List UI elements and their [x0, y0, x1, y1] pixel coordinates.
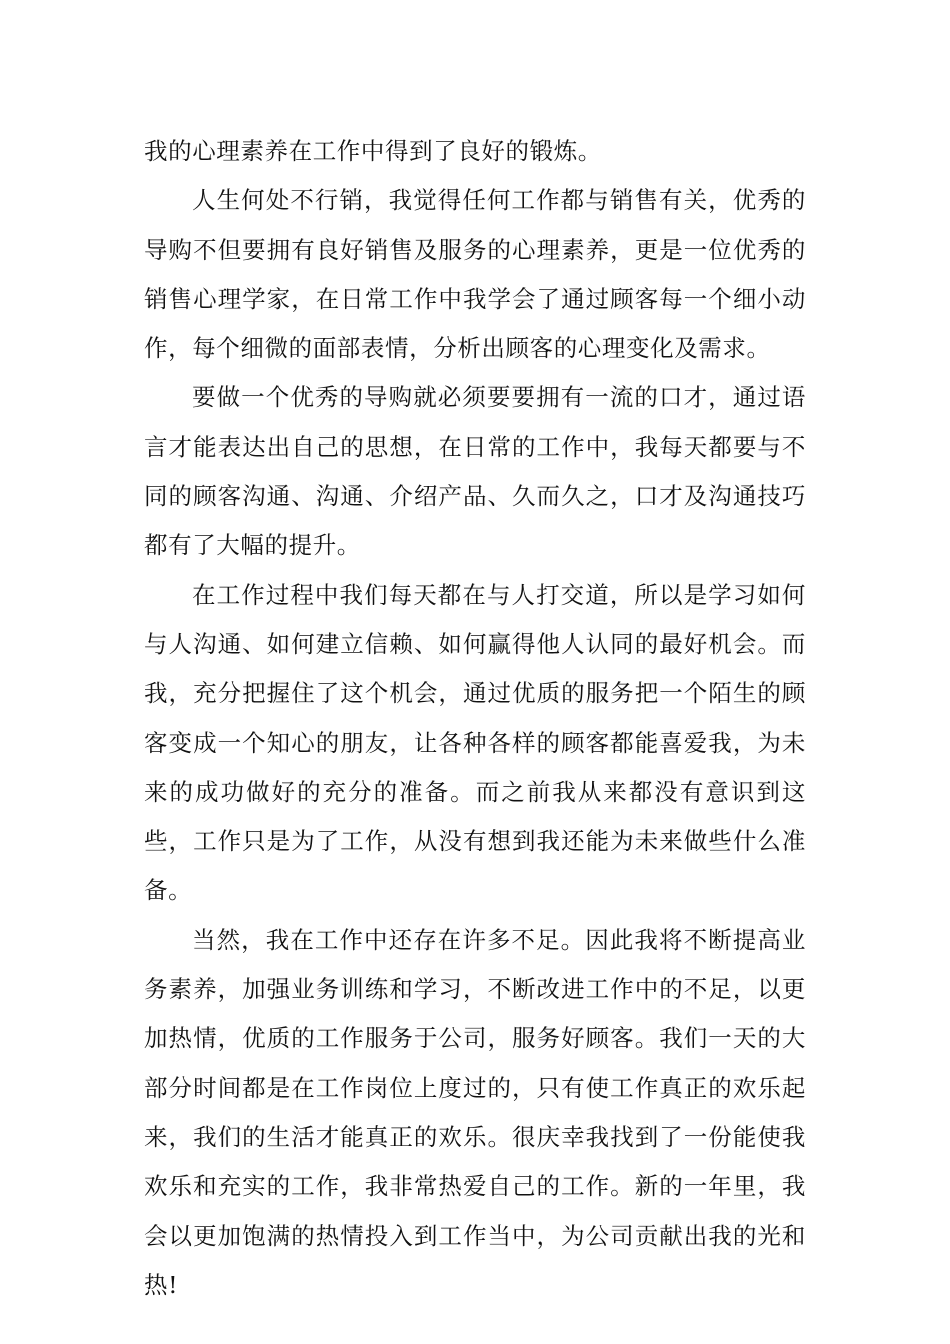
paragraph: 当然，我在工作中还存在许多不足。因此我将不断提高业务素养，加强业务训练和学习，不断改进工作中的不足，以更加热情，优质的工作服务于公司，服务好顾客。我们一天的大部分时间都是在工作岗位上度过的，只有使工作真正的欢乐起来，我们的生活才能真正的欢乐。很庆幸我找到了一份能使我欢乐和充实的工作，我非常热爱自己的工作。新的一年里，我会以更加饱满的热情投入到工作当中，为公司贡献出我的光和热! [144, 925, 806, 1299]
paragraph: 要做一个优秀的导购就必须要要拥有一流的口才，通过语言才能表达出自己的思想，在日常的工作中，我每天都要与不同的顾客沟通、沟通、介绍产品、久而久之，口才及沟通技巧都有了大幅的提升。 [144, 383, 806, 560]
paragraph-continuation: 我的心理素养在工作中得到了良好的锻炼。 [144, 137, 602, 165]
paragraph: 人生何处不行销，我觉得任何工作都与销售有关，优秀的导购不但要拥有良好销售及服务的心理素养，更是一位优秀的销售心理学家，在日常工作中我学会了通过顾客每一个细小动作，每个细微的面部表情，分析出顾客的心理变化及需求。 [144, 186, 806, 363]
document-body [144, 127, 806, 1310]
paragraph: 在工作过程中我们每天都在与人打交道，所以是学习如何与人沟通、如何建立信赖、如何赢得他人认同的最好机会。而我，充分把握住了这个机会，通过优质的服务把一个陌生的顾客变成一个知心的朋友，让各种各样的顾客都能喜爱我，为未来的成功做好的充分的准备。而之前我从来都没有意识到这些，工作只是为了工作，从没有想到我还能为未来做些什么准备。 [144, 580, 806, 905]
